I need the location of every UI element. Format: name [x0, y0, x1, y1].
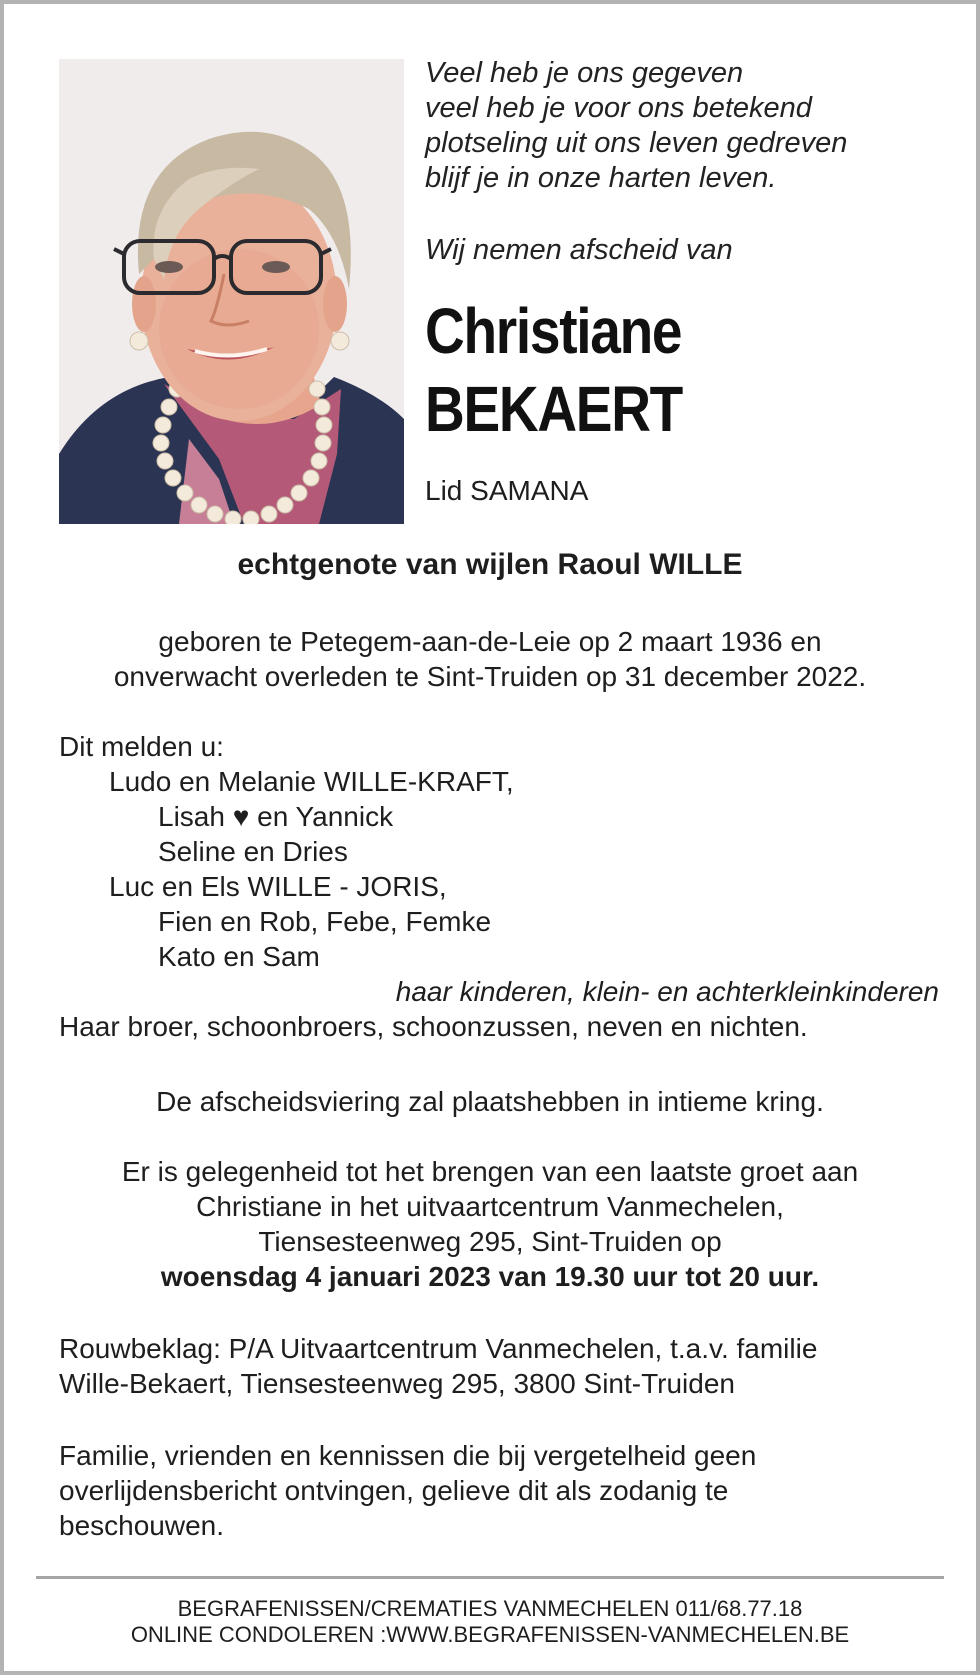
first-name: Christiane	[425, 295, 682, 367]
visitation-info	[4, 1154, 976, 1294]
intro-text: Wij nemen afscheid van	[425, 234, 733, 266]
poem-line: Veel heb je ons gegeven	[425, 57, 744, 89]
relation-label: haar kinderen, klein- en achterkleinkinderen	[395, 976, 939, 1007]
footer-divider	[36, 1576, 944, 1579]
born-line: geboren te Petegem-aan-de-Leie op 2 maart 1936 en	[158, 626, 822, 657]
family-note-line: Familie, vrienden en kennissen die bij vergetelheid geen	[59, 1440, 757, 1471]
died-line: onverwacht overleden te Sint-Truiden op 31 december 2022.	[113, 661, 867, 692]
family-parents: Ludo en Melanie WILLE-KRAFT,	[109, 766, 514, 797]
announce-lead: Dit melden u:	[59, 731, 224, 762]
funeral-home-line: BEGRAFENISSEN/CREMATIES VANMECHELEN 011/68.77.18	[177, 1596, 803, 1621]
birth-death-info	[4, 624, 976, 694]
poem-line: blijf je in onze harten leven.	[425, 162, 777, 194]
deceased-name	[425, 292, 682, 448]
spouse-line: echtgenote van wijlen Raoul WILLE	[237, 548, 743, 581]
announcement	[59, 729, 939, 1044]
poem	[425, 56, 945, 196]
portrait-illustration	[59, 59, 404, 524]
portrait-photo	[59, 59, 404, 524]
family-children: Fien en Rob, Febe, Femke	[158, 906, 492, 937]
family-children: Lisah ♥ en Yannick	[158, 801, 394, 832]
visit-line: Tiensesteenweg 295, Sint-Truiden op	[258, 1226, 722, 1257]
condolence-line: Rouwbeklag: P/A Uitvaartcentrum Vanmechelen, t.a.v. familie	[59, 1333, 818, 1364]
family-note-line: overlijdensbericht ontvingen, gelieve dit als zodanig te	[59, 1475, 729, 1506]
condolence-line: Wille-Bekaert, Tiensesteenweg 295, 3800 Sint-Truiden	[59, 1368, 735, 1399]
last-name: BEKAERT	[425, 373, 683, 445]
other-relatives: Haar broer, schoonbroers, schoonzussen, neven en nichten.	[59, 1011, 808, 1042]
footer	[4, 1596, 976, 1648]
poem-line: plotseling uit ons leven gedreven	[425, 127, 848, 159]
visit-line: Er is gelegenheid tot het brengen van een laatste groet aan	[121, 1156, 859, 1187]
online-condolence-line: ONLINE CONDOLEREN :WWW.BEGRAFENISSEN-VANMECHELEN.BE	[130, 1622, 850, 1647]
family-children: Seline en Dries	[158, 836, 348, 867]
family-note	[59, 1438, 939, 1543]
ceremony-note: De afscheidsviering zal plaatshebben in intieme kring.	[156, 1086, 824, 1117]
family-parents: Luc en Els WILLE - JORIS,	[109, 871, 447, 902]
family-note-line: beschouwen.	[59, 1510, 225, 1541]
condolence-address	[59, 1331, 939, 1401]
family-children: Kato en Sam	[158, 941, 320, 972]
visit-line: Christiane in het uitvaartcentrum Vanmechelen,	[196, 1191, 784, 1222]
membership: Lid SAMANA	[425, 475, 589, 506]
poem-line: veel heb je voor ons betekend	[425, 92, 812, 124]
visit-datetime: woensdag 4 januari 2023 van 19.30 uur tot 20 uur.	[160, 1261, 820, 1292]
